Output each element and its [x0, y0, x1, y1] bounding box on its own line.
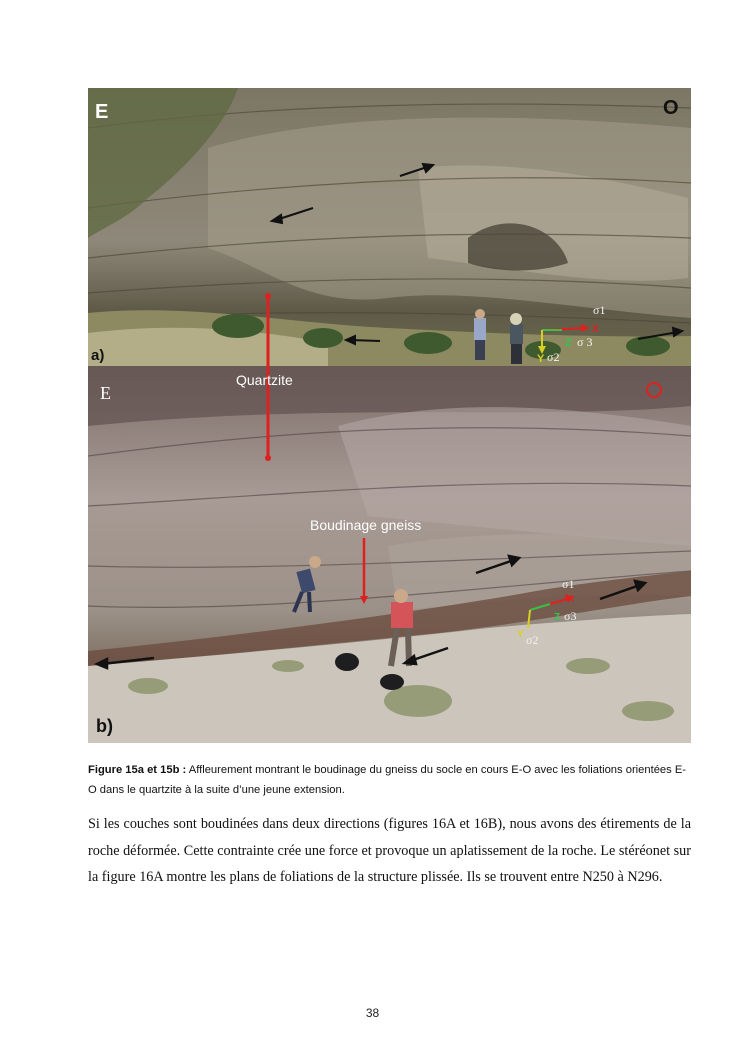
- z-axis-label-b: Z: [554, 612, 561, 623]
- page-number: 38: [365, 1006, 380, 1020]
- sigma3-label-b: σ3: [564, 609, 577, 623]
- sigma2-label-b: σ2: [526, 633, 539, 647]
- photo-b-outcrop: [88, 366, 691, 743]
- sigma2-label-a: σ2: [547, 350, 560, 364]
- person-figure-a1: [474, 309, 486, 360]
- east-label-b: E: [100, 383, 111, 403]
- figure-caption-lead: Figure 15a et 15b :: [88, 764, 187, 776]
- figure-caption-text: Affleurement montrant le boudinage du gneiss du socle en cours E-O avec les foliations orientées E-O dans le quartzite à la suite d’une jeune extension.: [88, 764, 687, 796]
- boudinage-gneiss-label: Boudinage gneiss: [310, 517, 422, 533]
- quartzite-label: Quartzite: [236, 372, 293, 388]
- y-axis-label-a: Y: [537, 353, 545, 365]
- west-label-a: O: [663, 97, 679, 119]
- body-paragraph: Si les couches sont boudinées dans deux directions (figures 16A et 16B), nous avons des étirements de la roche déformée. Cette contrainte crée une force et provoque un aplatissement de la roche. Le stéréonet sur la figure 16A montre les plans de foliations de la structure plissée. Ils se trouvent entre N250 à N296.: [88, 816, 691, 886]
- y-axis-label-b: Y: [517, 629, 524, 640]
- person-figure-a2: [510, 313, 523, 364]
- sigma1-label-b: σ1: [562, 577, 575, 591]
- panel-label-a: a): [91, 347, 105, 364]
- x-axis-label-a: X: [592, 324, 599, 335]
- panel-label-b: b): [96, 716, 113, 736]
- photo-a-outcrop: [88, 88, 691, 366]
- x-axis-label-b: X: [568, 594, 575, 604]
- figure-caption: [88, 760, 691, 800]
- sigma1-label-a: σ1: [593, 303, 606, 317]
- sigma3-label-a: σ 3: [577, 335, 593, 349]
- z-axis-label-a: Z: [565, 337, 572, 349]
- east-label-a: E: [95, 101, 109, 123]
